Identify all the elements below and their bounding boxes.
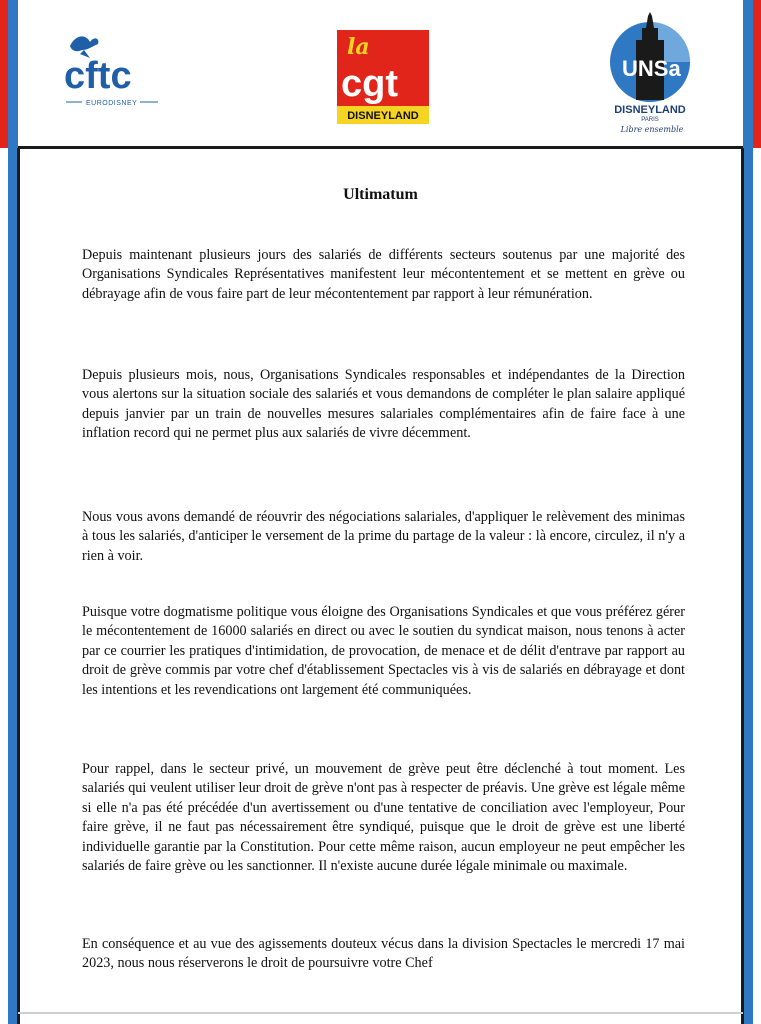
right-blue-border: [743, 0, 753, 1024]
unsa-logo-text: UNSa: [622, 56, 681, 81]
left-dark-border: [17, 148, 20, 1024]
paragraph-2: Depuis plusieurs mois, nous, Organisations Syndicales responsables et indépendantes de la Direction vous alertons sur la situation sociale des salariés et vous demandons de compléter le plan salaire appliqué depuis janvier par un train de nouvelles mesures salariales complémentaires afin de faire face à une inflation record qui ne permet plus aux salariés de vivre décemment.: [82, 367, 685, 442]
paragraph-6: En conséquence et au vue des agissements douteux vécus dans la division Spectacles le mercredi 17 mai 2023, nous nous réserverons le droit de poursuivre votre Chef: [82, 936, 685, 972]
cgt-logo-sub: DISNEYLAND: [347, 110, 419, 122]
cgt-logo-text: cgt: [341, 63, 398, 105]
unsa-logo-sub2: PARIS: [641, 117, 659, 123]
paragraph-5: Pour rappel, dans le secteur privé, un mouvement de grève peut être déclenché à tout moment. Les salariés qui veulent utiliser leur droit de grève n'ont pas à respecter de préavis. Une grève est légale même si elle n'a pas été précédée d'un avertissement ou d'une tentative de conciliation avec l'employeur, Pour faire grève, il ne faut pas nécessairement être syndiqué, puisque que le droit de grève est une liberté individuelle garantie par la Constitution. Pour cette même raison, aucun employeur ne peut empêcher les salariés de faire grève ou les sanctionner. Il n'existe aucune durée légale minimale ou maximale.: [82, 761, 685, 875]
cgt-logo: [337, 30, 429, 124]
cgt-logo-la: la: [347, 34, 370, 60]
paragraph-1: Depuis maintenant plusieurs jours des salariés de différents secteurs soutenus par une majorité des Organisations Syndicales Représentatives manifestent leur mécontentement et se mettent en grève ou débrayage afin de vous faire part de leur mécontentement par rapport à leur rémunération.: [82, 247, 685, 302]
unsa-logo-sub: DISNEYLAND: [614, 104, 686, 116]
right-dark-border: [741, 148, 744, 1024]
paragraph-3: Nous vous avons demandé de réouvrir des négociations salariales, d'appliquer le relèvement des minimas à tous les salariés, d'anticiper le versement de la prime du partage de la valeur : là encore, circulez, il n'y a rien à voir.: [82, 509, 685, 564]
bottom-divider: [18, 1012, 743, 1014]
header-divider: [18, 146, 743, 149]
cftc-logo-sub: EURODISNEY: [86, 100, 138, 107]
document-title: Ultimatum: [343, 186, 418, 203]
cftc-logo-text: cftc: [64, 55, 132, 97]
right-red-border: [753, 0, 761, 148]
unsa-logo: [600, 10, 700, 140]
cftc-logo: [60, 30, 170, 116]
unsa-logo-tagline: Libre ensemble: [620, 125, 684, 134]
left-red-border: [0, 0, 8, 148]
paragraph-4: Puisque votre dogmatisme politique vous éloigne des Organisations Syndicales et que vous préférez gérer le mécontentement de 16000 salariés en direct ou avec le soutien du syndicat maison, nous tenons à acter par ce courrier les pratiques d'intimidation, de provocation, de menace et de délit d'entrave par rapport au droit de grève commis par votre chef d'établissement Spectacles vis à vis de salariés en débrayage et dont les intentions et les revendications ont largement été communiquées.: [82, 604, 685, 698]
